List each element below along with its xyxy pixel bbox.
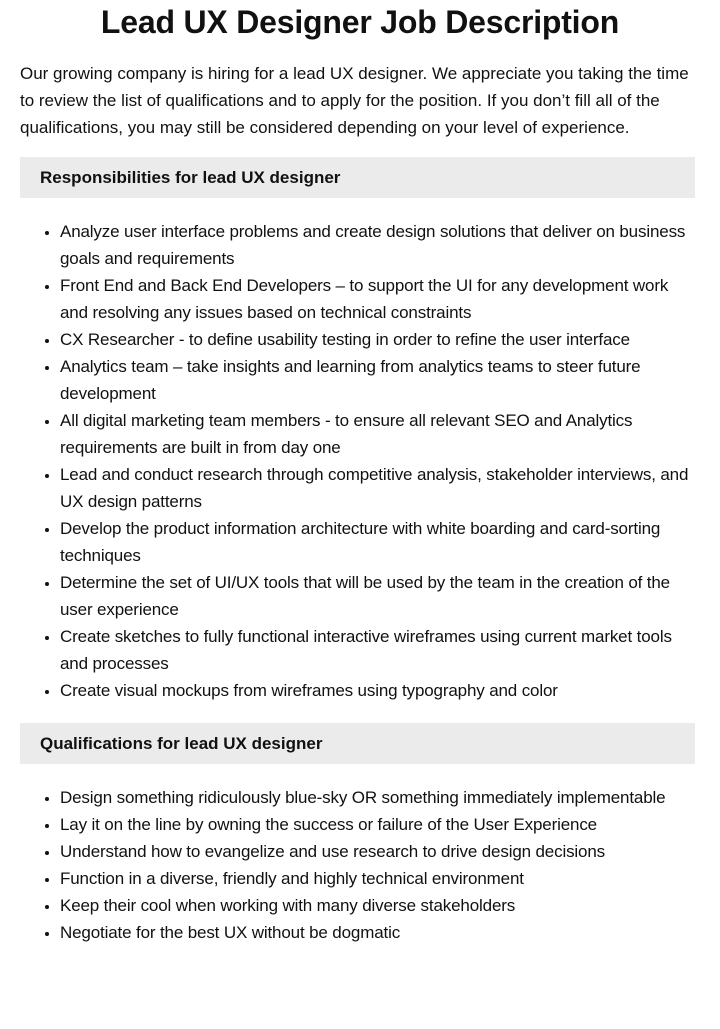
list-item: • Create visual mockups from wireframes using typography and color bbox=[60, 677, 700, 704]
page-title: Lead UX Designer Job Description bbox=[100, 4, 620, 40]
list-item: • Lay it on the line by owning the success or failure of the User Experience bbox=[60, 811, 700, 838]
list-item: • Determine the set of UI/UX tools that will be used by the team in the creation of the user experience bbox=[60, 569, 700, 623]
list-item: • Create sketches to fully functional interactive wireframes using current market tools and processes bbox=[60, 623, 700, 677]
qualifications-heading: Qualifications for lead UX designer bbox=[20, 723, 695, 764]
list-item: • Front End and Back End Developers – to support the UI for any development work and resolving any issues based on technical constraints bbox=[60, 272, 700, 326]
list-item: • Analyze user interface problems and create design solutions that deliver on business goals and requirements bbox=[60, 218, 700, 272]
list-item: • Keep their cool when working with many diverse stakeholders bbox=[60, 892, 700, 919]
responsibilities-list bbox=[0, 218, 700, 704]
list-item: • Analytics team – take insights and learning from analytics teams to steer future development bbox=[60, 353, 700, 407]
intro-paragraph: Our growing company is hiring for a lead UX designer. We appreciate you taking the time to review the list of qualifications and to apply for the position. If you don’t fill all of the qualifications, you may still be considered depending on your level of experience. bbox=[20, 64, 689, 137]
list-item: • Negotiate for the best UX without be dogmatic bbox=[60, 919, 700, 946]
list-item: • Design something ridiculously blue-sky OR something immediately implementable bbox=[60, 784, 700, 811]
list-item: • All digital marketing team members - to ensure all relevant SEO and Analytics requirements are built in from day one bbox=[60, 407, 700, 461]
list-item: • Function in a diverse, friendly and highly technical environment bbox=[60, 865, 700, 892]
qualifications-list bbox=[0, 784, 700, 946]
list-item: • Develop the product information architecture with white boarding and card-sorting techniques bbox=[60, 515, 700, 569]
responsibilities-heading: Responsibilities for lead UX designer bbox=[20, 157, 695, 198]
list-item: • Lead and conduct research through competitive analysis, stakeholder interviews, and UX design patterns bbox=[60, 461, 700, 515]
list-item: • Understand how to evangelize and use research to drive design decisions bbox=[60, 838, 700, 865]
list-item: • CX Researcher - to define usability testing in order to refine the user interface bbox=[60, 326, 700, 353]
